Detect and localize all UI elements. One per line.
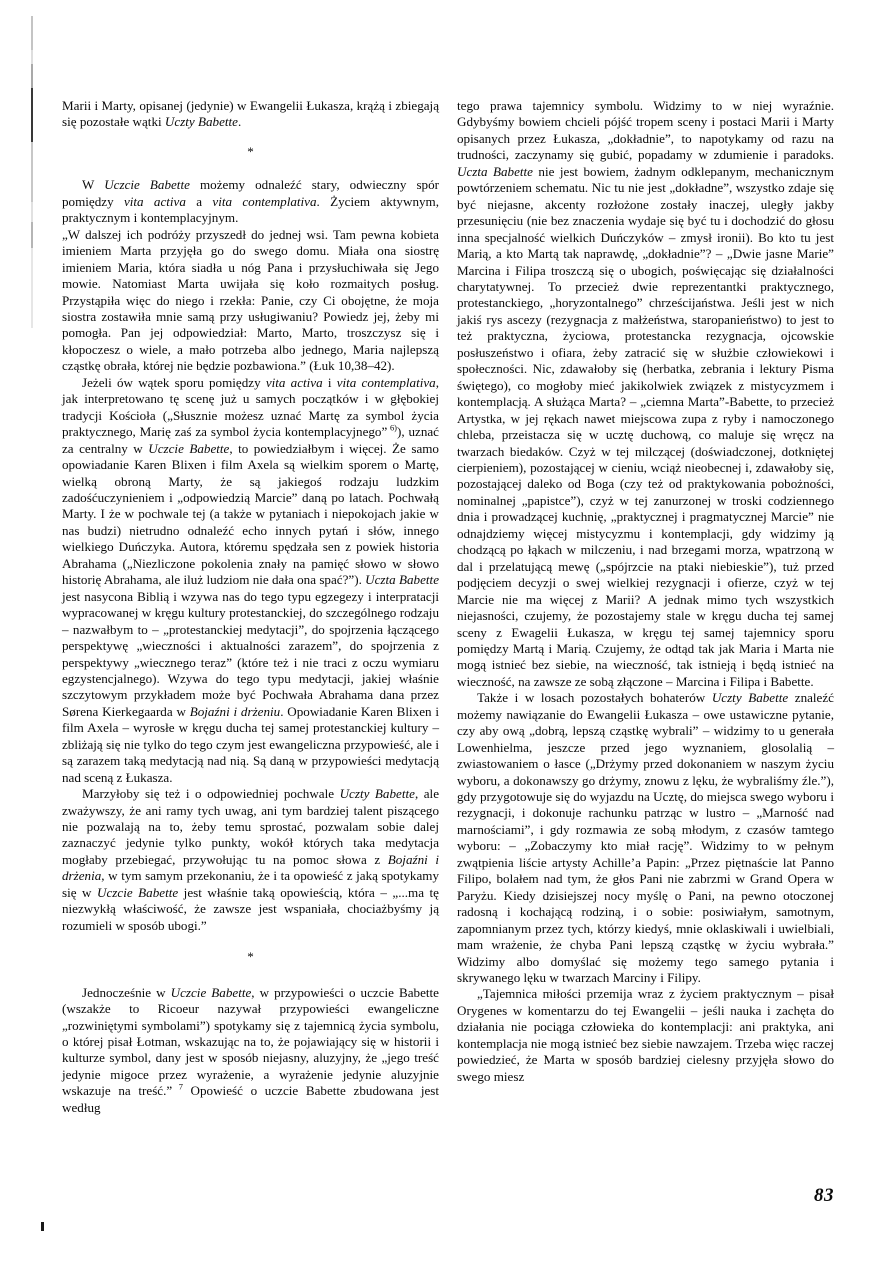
text-run: . Opowiadanie Karen Blixen i film Axela – wyrosłe w kręgu ducha tej samej protestanckiej kultury – zbliżają się nie tylko do tego czym jest ewangeliczna przypowieść, ale i są zarazem taką medytacją nad nią. Są daną w przypowieści medytacją nad sceną z Łukasza. (62, 703, 439, 785)
two-column-body (62, 98, 834, 1188)
italic-run: Uczty Babette (164, 114, 238, 130)
scan-edge-artifact (31, 16, 33, 328)
text-run: ), uznać za centralny w (62, 424, 439, 456)
text-run: , to powiedziałbym i więcej. Że samo opowiadanie Karen Blixen i film Axela są wielkim sporem o Martę, wielką obroną Marty, że są jakiegoś rodzaju ludzkim zadośćuczynieniem i „odpowiedzią Marcie” daną po latach. Pochwałą Marty. I że w pochwale tej (a także w pytaniach i niepokojach jakie w nas budzi) nietrudno odnaleźć echo innych pytań i słów, innego wielkiego Duńczyka. Autora, któremu spędzała sen z powiek historia Abrahama („Niezliczone pokolenia znały na pamięć słowo w słowo historię Abrahama, ale iluż ludziom nie dała ona spać?”). (62, 440, 439, 588)
page-number: 83 (814, 1185, 834, 1206)
text-run: , w tym samym przekonaniu, że i ta opowieść z jaką spotykamy się w (62, 868, 439, 900)
body-paragraph (62, 227, 439, 375)
text-run: tego prawa tajemnicy symbolu. Widzimy to w niej wyraźnie. Gdybyśmy bowiem chcieli pójść tropem sceny i postaci Marii i Marty opisanych przez Łukasza, „dokładnie”, to napotykamy od razu na trudności, zaczynamy się gubić, popadamy w zdumienie i paradoks. (457, 98, 834, 163)
text-run: Także i w losach pozostałych bohaterów (477, 690, 712, 706)
italic-run: Uczcie Babette (170, 984, 252, 1000)
text-run: jest właśnie taką opowieścią, która – „...ma tę niezwykłą właściwość, że zawsze jest wspaniała, chociażbyśmy ją rozumieli w sposób ubogi.” (62, 884, 439, 933)
section-separator-asterisk: * (247, 949, 254, 965)
left-text-column (62, 98, 439, 1188)
footnote-marker: 6) (387, 423, 397, 433)
body-paragraph (62, 375, 439, 786)
scan-speck-artifact (41, 1222, 44, 1231)
body-paragraph (62, 786, 439, 934)
text-run: „Tajemnica miłości przemija wraz z życiem praktycznym – pisał Orygenes w komentarzu do tej Ewangelii – jeśli nauka i zachęta do działania nie pociąga człowieka do kontemplacji: ani praktyka, ani kontemplacja nie mogą istnieć bez siebie nawzajem. Trzeba więc raczej powiedzieć, że Marta w sposób bardziej cielesny przyjęła słowo do swego miesz (457, 986, 834, 1084)
text-run: Opowieść o uczcie Babette zbudowana jest według (62, 1083, 440, 1115)
body-paragraph (62, 98, 439, 131)
text-run: możemy odnaleźć stary, odwieczny spór pomiędzy (62, 177, 439, 209)
text-run: a (185, 193, 213, 209)
text-run: Jednocześnie w (82, 984, 171, 1000)
text-run: Jeżeli ów wątek sporu pomiędzy (82, 374, 266, 390)
italic-run: vita contemplativa (336, 374, 436, 390)
text-run: Marzyłoby się też i o odpowiedniej pochwale (82, 786, 340, 802)
text-run: Marii i Marty, opisanej (jedynie) w Ewangelii Łukasza, krążą i zbiegają się pozostałe wątki (62, 98, 439, 130)
italic-run: Bojaźni i drżeniu (189, 703, 281, 719)
text-run: jest nasycona Biblią i wzywa nas do tego typu egzegezy i interpratacji wypracowanej w kręgu kultury protestanckiej, do szczególnego rodzaju – nazwałbym to – „protestanckiej medytacji”, do spojrzenia łączącego perspektywę „wieczności i aktualności zarazem”, do spojrzenia z perspektywy „wiecznego teraz” (które też i nie traci z oczu wymiaru egzystencjalnego). Wzywa do tego typu medytacji, jakiej właśnie szczytowym przykładem może być Pochwała Abrahama dana przez Sørena Kierkegaarda w (62, 588, 439, 719)
right-text-column (457, 98, 834, 1188)
text-run: . Życiem aktywnym, praktycznym i kontemplacyjnym. (62, 193, 439, 226)
italic-run: Uczty Babette (711, 690, 789, 706)
body-paragraph (457, 986, 834, 1085)
text-run: „W dalszej ich podróży przyszedł do jednej wsi. Tam pewna kobieta imieniem Marta przyjęła go do swego domu. Miała ona siostrę imieniem Maria, która siadła u nóg Pana i przysłuchiwała się Jego mowie. Natomiast Marta uwijała się koło rozmaitych posług. Przystąpiła więc do niego i rzekła: Panie, czy Ci obojętne, że moja siostra zostawiła mnie samą przy usługiwaniu? Powiedz jej, żeby mi pomogła. Pan jej odpowiedział: Marto, Marto, troszczysz się i kłopoczesz o wiele, a mało potrzeba albo jednego, Maria najlepszą cząstkę obrała, której nie będzie pozbawiona.” (Łuk 10,38–42). (62, 226, 439, 374)
italic-run: Uczcie Babette (104, 177, 190, 193)
italic-run: vita activa (265, 374, 323, 390)
italic-run: Uczta Babette (457, 163, 533, 179)
body-paragraph (62, 985, 439, 1117)
italic-run: Bojaźni i drżenia (62, 851, 440, 884)
italic-run: Uczty Babette (339, 786, 415, 802)
italic-run: Uczcie Babette (97, 884, 179, 900)
italic-run: vita activa (123, 193, 186, 209)
body-paragraph (457, 690, 834, 986)
text-run: znaleźć możemy nawiązanie do Ewangelii Łukasza – owe ustawiczne pytanie, czy aby ową „dobrą, lepszą cząstkę wybrali” – widzimy to u generała Lowenhielma, jeszcze przed jego wyznaniem, glosolalią – zwiastowaniem o łasce („Drżymy przed dokonaniem w naszym życiu wyboru, a dokonawszy go drżymy, znowu z lęku, że wybraliśmy źle.”), gdy przygotowuje się do wyjazdu na Ucztę, do miejsca swego wyboru i rezygnacji, i dokonuje rachunku patrząc w lustro – „Marność nad marnościami”, i gdy rozmawia ze sobą młodym, z czasów tamtego wyboru: – „Zobaczymy kto miał rację”. Widzimy to w pełnym zwątpienia liście artysty Achille’a Papin: „Przez piętnaście lat Panno Filipo, bolałem nad tym, że głos Pani nie zabrzmi w Grand Opera w Paryżu. Kiedy dzisiejszej nocy myślę o Pani, na pewno otoczonej radosną i kochającą rodziną, i o sobie: posiwiałym, samotnym, zapomnianym przez tych, którzy kiedyś, mnie oklaskiwali i uwielbiali, mam wrażenie, że chyba Pani lepszą cząstkę w życiu wybrała.” Widzimy albo domyślać się możemy tego samego pytania i skrywanego lęku w twarzach Marciny i Filipy. (457, 690, 834, 986)
body-paragraph (62, 177, 439, 226)
text-run: . (237, 114, 242, 130)
text-run: , ale zważywszy, że ani ramy tych uwag, ani tym bardziej talent piszącego nie pozwalają na to, żeby temu sprostać, pozwalam sobie dalej zaznaczyć jedynie tylko punkty, wokół których taka medytacja mogłaby przebiegać, przywołując tu na pomoc słowa z (62, 786, 440, 867)
section-separator-asterisk: * (247, 143, 254, 159)
text-run: W (82, 177, 105, 193)
text-run: i (322, 374, 337, 390)
italic-run: Uczcie Babette (148, 440, 230, 456)
text-run: , jak interpretowano tę scenę już u samych początków i w głębokiej tradycji Kościoła („Słusznie możesz uznać Martę za symbol życia praktycznego, Marię zaś za symbol życia kontemplacyjnego” (62, 374, 440, 440)
text-run: nie jest bowiem, żadnym odklepanym, mechanicznym powtórzeniem schematu. Nic tu nie jest „dokładne”, wszystko zdaje się być niejasne, akcenty rozłożone zostały inaczej, uległy jakby przesunięciu (nie bez znaczenia wydaje się być tu i dochodzić do głosu inna specjalność wielkich Duńczyków – zmysł ironii). Bo kto tu jest Marią, a kto Martą tak naprawdę, „dokładnie”? – „Dwie jasne Marie” Marcina i Filipa troszczą się o ubogich, poświęcając się działalności charytatywnej. To przecież dwie reprezentantki praktycznego, protestanckiego, „horyzontalnego” chrześcijaństwa. Jeśli jest w nich jakiś rys ascezy (rezygnacja z małżeństwa, staropanieństwo) to jest to też praktyczna, życiowa, protestancka rezygnacja, ojcowskie posłuszeństwo i ofiara, żeby zatracić się w służbie człowiekowi i społeczności. Nic, zdawałoby się (herbatka, zebrania i lektury Pisma świętego), co mogłoby mieć jakikolwiek związek z mistycyzmem i kontemplacją. A służąca Marta? – „ciemna Marta”-Babette, to przecież Artystka, w jej rękach nawet miejscowa zupa z ryby i namoczonego chleba, przeistacza się w ucztę duchową, co maluje się wręcz na twarzach biedaków. Czyż w tej milczącej (doświadczonej, dotkniętej cierpieniem), pozostającej w cieniu, wciąż nieobecnej i, zdawałoby się, pozostającej daleko od Boga (czy też od praktykowania pobożności, nominalnej „papistce”), czyż w tej zanurzonej w troski codziennego dnia i prowadzącej kuchnię, „praktycznej i pragmatycznej Marcie” nie odnajdziemy więcej mistycyzmu i kontemplacji, gdy widzimy ją chodzącą po łąkach w milczeniu, i nad brzegami morza, wpatrzoną w dal i przelatującą mewę („spójrzcie na ptaki niebieskie”), tuż przed podjęciem decyzji o swej wielkiej rezygnacji i ofierze, czyż w tej Marcie nie ma więcej z Marii? A jednak mimo tych wszystkich niejasności, czujemy, że pozostajemy stale w kręgu ducha tej samej sceny z Ewagelii Łukasza, w kręgu tej samej tajemnicy sporu pomiędzy Martą i Marią. Czujemy, że odtąd tak jak Maria i Marta nie mogą istnieć bez siebie, na wieczność, tak istnieją i będą istnieć na wieczność, na zawsze ze sobą złączone – Marcina i Filipa i Babette. (457, 163, 834, 689)
body-paragraph (457, 98, 834, 690)
italic-run: Uczta Babette (365, 572, 440, 588)
italic-run: vita contemplativa (212, 193, 317, 209)
footnote-marker: 7 (172, 1083, 183, 1093)
text-run: , w przypowieści o uczcie Babette (wszakże to Ricoeur nazywał przypowieści ewangeliczne „rozwiniętymi symbolami”) spotykamy się z tajemnicą życia symbolu, o której pisał Łotman, wskazując na to, że pojawiający się w historii i kulturze symbol, dany jest w sposób niejasny, aluzyjny, że „jego treść jedynie migoce przez wyrażenie, a wyrażenie jedynie aluzyjnie wskazuje na treść.” (62, 984, 439, 1099)
